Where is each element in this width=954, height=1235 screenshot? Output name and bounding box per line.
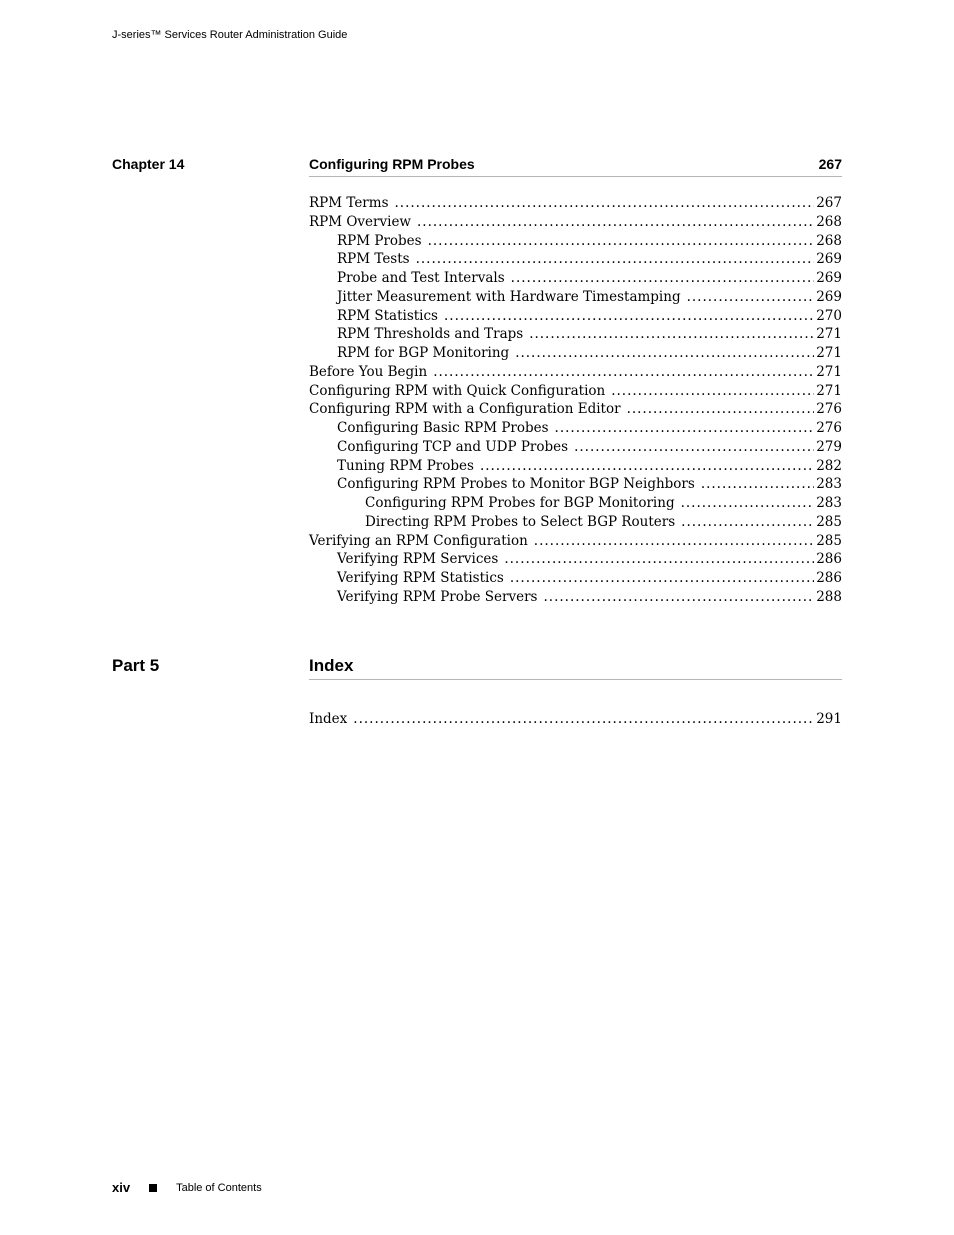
toc-entry[interactable]: [309, 588, 842, 607]
toc-entry[interactable]: [309, 400, 842, 419]
dot-leader: [428, 232, 815, 251]
toc-entry-page: 271: [816, 363, 842, 380]
dot-leader: [480, 457, 814, 476]
part-title: Index: [309, 656, 354, 675]
toc-entry-title: Index: [309, 711, 348, 727]
toc-entry-page: 285: [816, 532, 842, 549]
toc-entry-page: 286: [816, 551, 842, 568]
toc-entry-title: Configuring RPM with a Configuration Editor: [309, 401, 621, 418]
toc-entry[interactable]: [309, 550, 842, 569]
chapter-title: Configuring RPM Probes: [309, 156, 475, 172]
toc-entry-page: 283: [816, 495, 842, 511]
toc-entry-page: 268: [816, 232, 842, 249]
toc-entry-page: 269: [816, 251, 842, 268]
toc-entry[interactable]: [309, 382, 842, 401]
toc-entry[interactable]: [309, 307, 842, 326]
page-footer: [112, 1180, 262, 1195]
toc-entry-page: 279: [816, 438, 842, 455]
toc-entry-page: 269: [816, 270, 842, 286]
toc-entry-title: Probe and Test Intervals: [337, 270, 505, 286]
chapter-heading: [309, 156, 842, 177]
dot-leader: [504, 550, 814, 569]
dot-leader: [555, 419, 815, 438]
toc-entry[interactable]: [309, 288, 842, 307]
toc-entry-title: Jitter Measurement with Hardware Timestamping: [337, 288, 681, 305]
toc-entry[interactable]: [309, 532, 842, 551]
dot-leader: [510, 569, 814, 588]
dot-leader: [543, 588, 814, 607]
toc-entry-title: Verifying RPM Statistics: [337, 570, 504, 586]
dot-leader: [627, 400, 815, 419]
dot-leader: [529, 325, 814, 344]
toc-entry[interactable]: [309, 213, 842, 232]
toc-entry[interactable]: [309, 419, 842, 438]
toc-entry[interactable]: [309, 710, 842, 729]
toc-entry-title: Configuring TCP and UDP Probes: [337, 438, 569, 455]
toc-entry-title: Before You Begin: [309, 363, 428, 380]
dot-leader: [511, 269, 815, 288]
toc-entry-title: Configuring RPM Probes for BGP Monitoring: [365, 495, 675, 511]
toc-entry-title: Configuring Basic RPM Probes: [337, 420, 549, 436]
dot-leader: [515, 344, 814, 363]
toc-entry-title: RPM Probes: [337, 232, 422, 249]
chapter-toc-list: [309, 194, 842, 607]
dot-leader: [444, 307, 814, 326]
toc-entry-page: 285: [816, 513, 842, 530]
dot-leader: [416, 250, 815, 269]
toc-entry[interactable]: [309, 494, 842, 513]
toc-entry[interactable]: [309, 194, 842, 213]
toc-entry-page: 269: [816, 288, 842, 305]
dot-leader: [681, 494, 815, 513]
toc-entry[interactable]: [309, 363, 842, 382]
toc-entry[interactable]: [309, 569, 842, 588]
toc-entry-page: 276: [816, 420, 842, 436]
toc-entry-page: 282: [816, 457, 842, 474]
chapter-page: 267: [818, 156, 842, 172]
toc-entry[interactable]: [309, 438, 842, 457]
toc-entry-page: 267: [816, 195, 842, 211]
toc-entry-page: 271: [816, 382, 842, 399]
part-label: Part 5: [112, 656, 160, 675]
toc-entry-page: 276: [816, 401, 842, 418]
toc-entry-title: Directing RPM Probes to Select BGP Routers: [365, 513, 676, 530]
dot-leader: [681, 513, 814, 532]
dot-leader: [353, 710, 814, 729]
square-bullet-icon: [149, 1184, 157, 1192]
toc-entry[interactable]: [309, 344, 842, 363]
part-heading: [309, 656, 842, 680]
toc-entry-page: 268: [816, 213, 842, 230]
toc-entry[interactable]: [309, 513, 842, 532]
toc-entry-title: RPM Statistics: [337, 307, 438, 324]
toc-entry-title: Verifying an RPM Configuration: [309, 532, 528, 549]
toc-entry-title: RPM Thresholds and Traps: [337, 326, 524, 343]
toc-entry[interactable]: [309, 457, 842, 476]
dot-leader: [395, 194, 815, 213]
dot-leader: [574, 438, 814, 457]
dot-leader: [433, 363, 814, 382]
dot-leader: [701, 475, 814, 494]
dot-leader: [687, 288, 815, 307]
dot-leader: [417, 213, 814, 232]
toc-entry-title: RPM Tests: [337, 251, 410, 268]
toc-entry[interactable]: [309, 232, 842, 251]
toc-entry-page: 271: [816, 345, 842, 361]
running-header: J-series™ Services Router Administration Guide: [112, 29, 348, 41]
toc-entry[interactable]: [309, 250, 842, 269]
toc-entry[interactable]: [309, 475, 842, 494]
dot-leader: [534, 532, 814, 551]
toc-entry-page: 291: [816, 711, 842, 727]
toc-entry-page: 271: [816, 326, 842, 343]
footer-page-number: xiv: [112, 1180, 131, 1195]
dot-leader: [611, 382, 814, 401]
toc-entry-title: Configuring RPM with Quick Configuration: [309, 382, 606, 399]
toc-entry-page: 286: [816, 570, 842, 586]
footer-title: Table of Contents: [176, 1181, 262, 1194]
toc-entry-title: Verifying RPM Services: [337, 551, 499, 568]
part-toc-list: [309, 710, 842, 729]
toc-entry-title: RPM Terms: [309, 195, 389, 211]
toc-entry[interactable]: [309, 325, 842, 344]
toc-entry-title: RPM for BGP Monitoring: [337, 345, 510, 361]
toc-entry-page: 283: [816, 476, 842, 493]
chapter-label: Chapter 14: [112, 156, 185, 172]
toc-entry-title: RPM Overview: [309, 213, 411, 230]
toc-entry-page: 288: [816, 588, 842, 605]
toc-entry-title: Tuning RPM Probes: [337, 457, 474, 474]
toc-entry-page: 270: [816, 307, 842, 324]
toc-entry-title: Verifying RPM Probe Servers: [337, 588, 538, 605]
toc-entry-title: Configuring RPM Probes to Monitor BGP Neighbors: [337, 476, 695, 493]
toc-entry[interactable]: [309, 269, 842, 288]
